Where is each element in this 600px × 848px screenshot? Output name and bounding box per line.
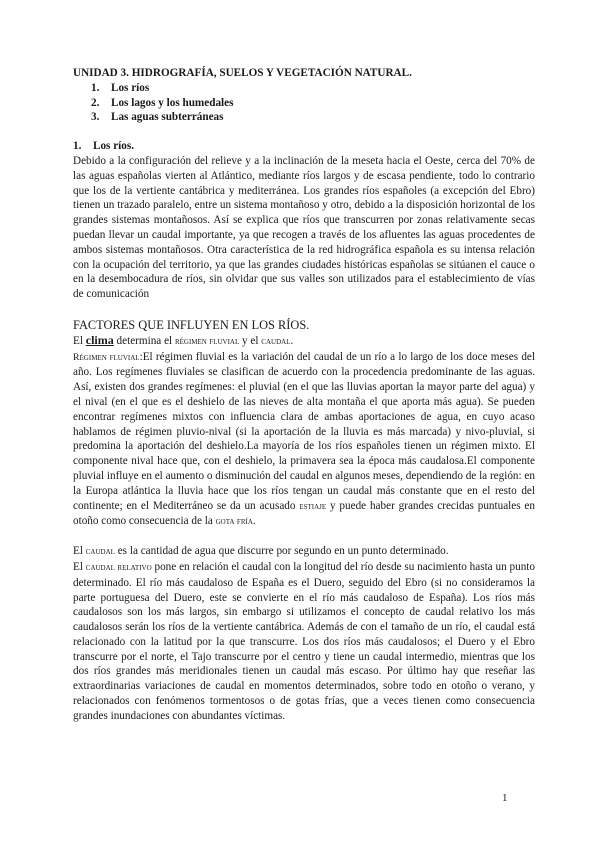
text-run: determina el <box>113 334 175 347</box>
section-title: Los ríos. <box>93 140 135 153</box>
toc-item-number: 2. <box>91 96 100 109</box>
unit-title: UNIDAD 3. HIDROGRAFÍA, SUELOS Y VEGETACIÓN NATURAL. <box>73 67 412 79</box>
document-page <box>73 66 535 724</box>
toc-item-number: 3. <box>91 111 100 124</box>
page-number: 1 <box>502 792 508 804</box>
regimen-paragraph <box>73 350 535 531</box>
toc-item-label: Los lagos y los humedales <box>111 96 234 109</box>
text-run: y el <box>239 334 262 347</box>
text-run: El <box>73 560 86 573</box>
section-number: 1. <box>73 140 82 153</box>
text-run: El <box>73 334 86 347</box>
gota-fria-term: gota fría <box>215 516 253 528</box>
estiaje-term: estiaje <box>299 500 327 512</box>
factors-intro <box>73 333 535 350</box>
regimen-term: régimen fluvial <box>174 335 240 347</box>
caudal-term: caudal <box>85 546 115 558</box>
section-heading <box>73 139 535 154</box>
text-run: pone en relación el caudal con la longitud del río desde su nacimiento hasta un punto determinado. El río más caudaloso de España es el Duero, seguido del Ebro (si no consideramos la parte portuguesa del Duero, este se convierte en el río más caudaloso de España). Los ríos más caudalosos son los más largos, sin embargo si utilizamos el concepto de caudal relativo los más caudalosos serán los ríos de la vertiente cantábrica. Además de con el tamaño de un río, el caudal está relacionado con la latitud por la que transcurre. Los dos ríos más caudalosos; el Duero y el Ebro transcurre por el norte, el Tajo transcurre por el centro y tiene un caudal intermedio, mientras que los dos ríos grandes más meridionales tienen un caudal más escaso. Por último hay que reseñar las extraordinarias variaciones de caudal en momentos determinados, sobre todo en otoño o verano, y relacionados con fenómenos tormentosos o de gotas frías, que a veces tienen como consecuencia grandes inundaciones con abundantes víctimas. <box>73 560 535 722</box>
text-run: :El régimen fluvial es la variación del caudal de un río a lo largo de los doce meses del año. Los regímenes fluviales se clasifican de acuerdo con la procedencia predominante de las aguas. Así, existen dos grandes regímenes: el pluvial (en el que las lluvias aportan la mayor parte del agua) y el nival (en el que es el deshielo de las nieves de alta montaña el que aporta más agua). Se pueden encontrar regímenes mixtos con influencia clara de ambas aportaciones de agua, en cuyo acaso hablamos de régimen pluvio-nival (si la aportación de la lluvia es más marcada) y nivo-pluvial, si predomina la aportación del deshielo.La mayoría de los ríos españoles tienen un régimen mixto. El componente nival hace que, con el deshielo, la primavera sea la época más caudalosa.El componente pluvial influye en el aumento o disminución del caudal en algunos meses, dependiendo de la región: en la Europa atlántica la lluvia hace que los ríos tengan un caudal más constante que en el resto del continente; en el Mediterráneo se da un acusado <box>73 350 535 512</box>
regimen-label: Régimen fluvial <box>73 351 140 363</box>
text-run: El <box>73 545 86 558</box>
toc-item <box>91 110 535 125</box>
clima-term: clima <box>85 332 114 347</box>
table-of-contents <box>91 81 535 125</box>
toc-item <box>91 81 535 96</box>
text-run: y puede haber grandes crecidas puntuales en otoño como consecuencia de la <box>73 499 535 528</box>
caudal-relativo-term: caudal relativo <box>85 561 152 573</box>
text-run: . <box>290 334 294 347</box>
toc-item-number: 1. <box>91 81 100 94</box>
section-paragraph: Debido a la configuración del relieve y a la inclinación de la meseta hacia el Oeste, cerca del 70% de las aguas españolas vierten al Atlántico, mediante ríos largos y de escasa pendiente, todo lo contrario que los de la vertiente cantábrica y mediterránea. Los grandes ríos españoles (a excepción del Ebro) tienen un trazado paralelo, entre un sistema montañoso y otro, debido a la disposición horizontal de los grandes sistemas montañosos. Así se explica que ríos que transcurren por zonas relativamente secas puedan llevar un caudal importante, ya que recogen a través de los afluentes las aguas procedentes de ambos sistemas montañosos. Otra característica de la red hidrográfica española es su intensa relación con la ocupación del territorio, ya que las grandes ciudades históricas españolas se sitúanen el cauce o en la desembocadura de ríos, sin olvidar que sus valles son utilizados para el establecimiento de vías de comunicación <box>73 154 535 301</box>
toc-item <box>91 96 535 111</box>
caudal-relativo-paragraph <box>73 560 535 724</box>
caudal-paragraph <box>73 544 535 560</box>
text-run: . <box>252 515 256 528</box>
text-run: es la cantidad de agua que discurre por segundo en un punto determinado. <box>114 545 449 558</box>
toc-item-label: Las aguas subterráneas <box>111 111 224 124</box>
factors-heading: FACTORES QUE INFLUYEN EN LOS RÍOS. <box>73 317 310 332</box>
caudal-term: caudal <box>261 335 291 347</box>
toc-item-label: Los ríos <box>111 81 150 94</box>
